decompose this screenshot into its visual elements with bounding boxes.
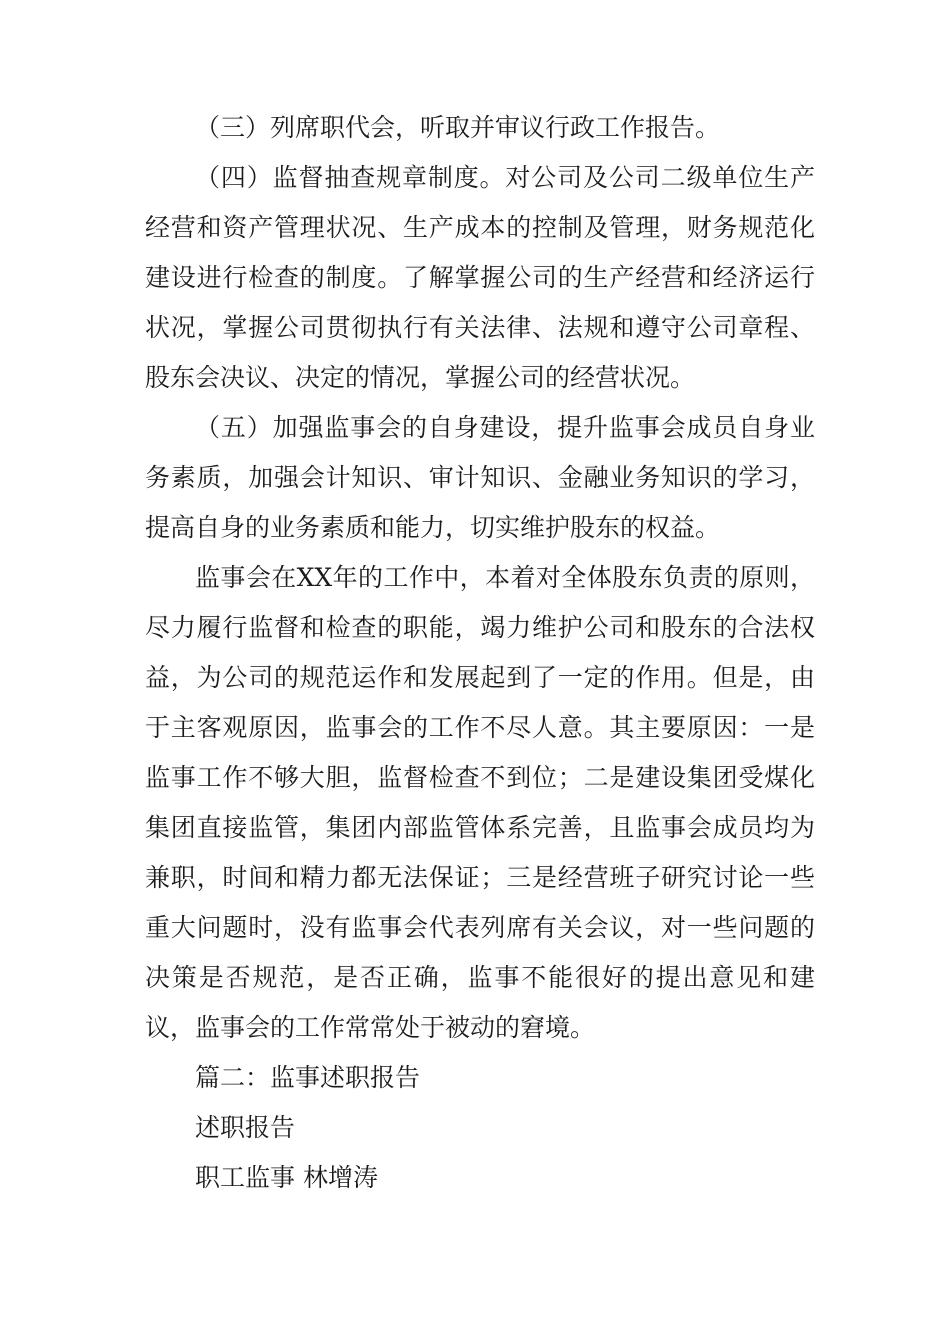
paragraph-item-5: （五）加强监事会的自身建设，提升监事会成员自身业务素质，加强会计知识、审计知识、金融业务知识的学习，提高自身的业务素质和能力，切实维护股东的权益。 (145, 413, 815, 542)
paragraph-item-4: （四）监督抽查规章制度。对公司及公司二级单位生产经营和资产管理状况、生产成本的控制及管理，财务规范化建设进行检查的制度。了解掌握公司的生产经营和经济运行状况，掌握公司贯彻执行有关法律、法规和遵守公司章程、股东会决议、决定的情况，掌握公司的经营状况。 (145, 163, 815, 392)
document-body (145, 103, 815, 1203)
paragraph-summary: 监事会在XX年的工作中，本着对全体股东负责的原则，尽力履行监督和检查的职能，竭力维护公司和股东的合法权益，为公司的规范运作和发展起到了一定的作用。但是，由于主客观原因，监事会的工作不尽人意。其主要原因：一是监事工作不够大胆，监督检查不到位；二是建设集团受煤化集团直接监管，集团内部监管体系完善，且监事会成员均为兼职，时间和精力都无法保证；三是经营班子研究讨论一些重大问题时，没有监事会代表列席有关会议，对一些问题的决策是否规范，是否正确，监事不能很好的提出意见和建议，监事会的工作常常处于被动的窘境。 (145, 563, 815, 1042)
paragraph-item-3: （三）列席职代会，听取并审议行政工作报告。 (195, 113, 721, 142)
report-title: 述职报告 (195, 1113, 296, 1142)
section-heading: 篇二：监事述职报告 (195, 1063, 421, 1092)
author-line: 职工监事 林增涛 (195, 1163, 378, 1192)
